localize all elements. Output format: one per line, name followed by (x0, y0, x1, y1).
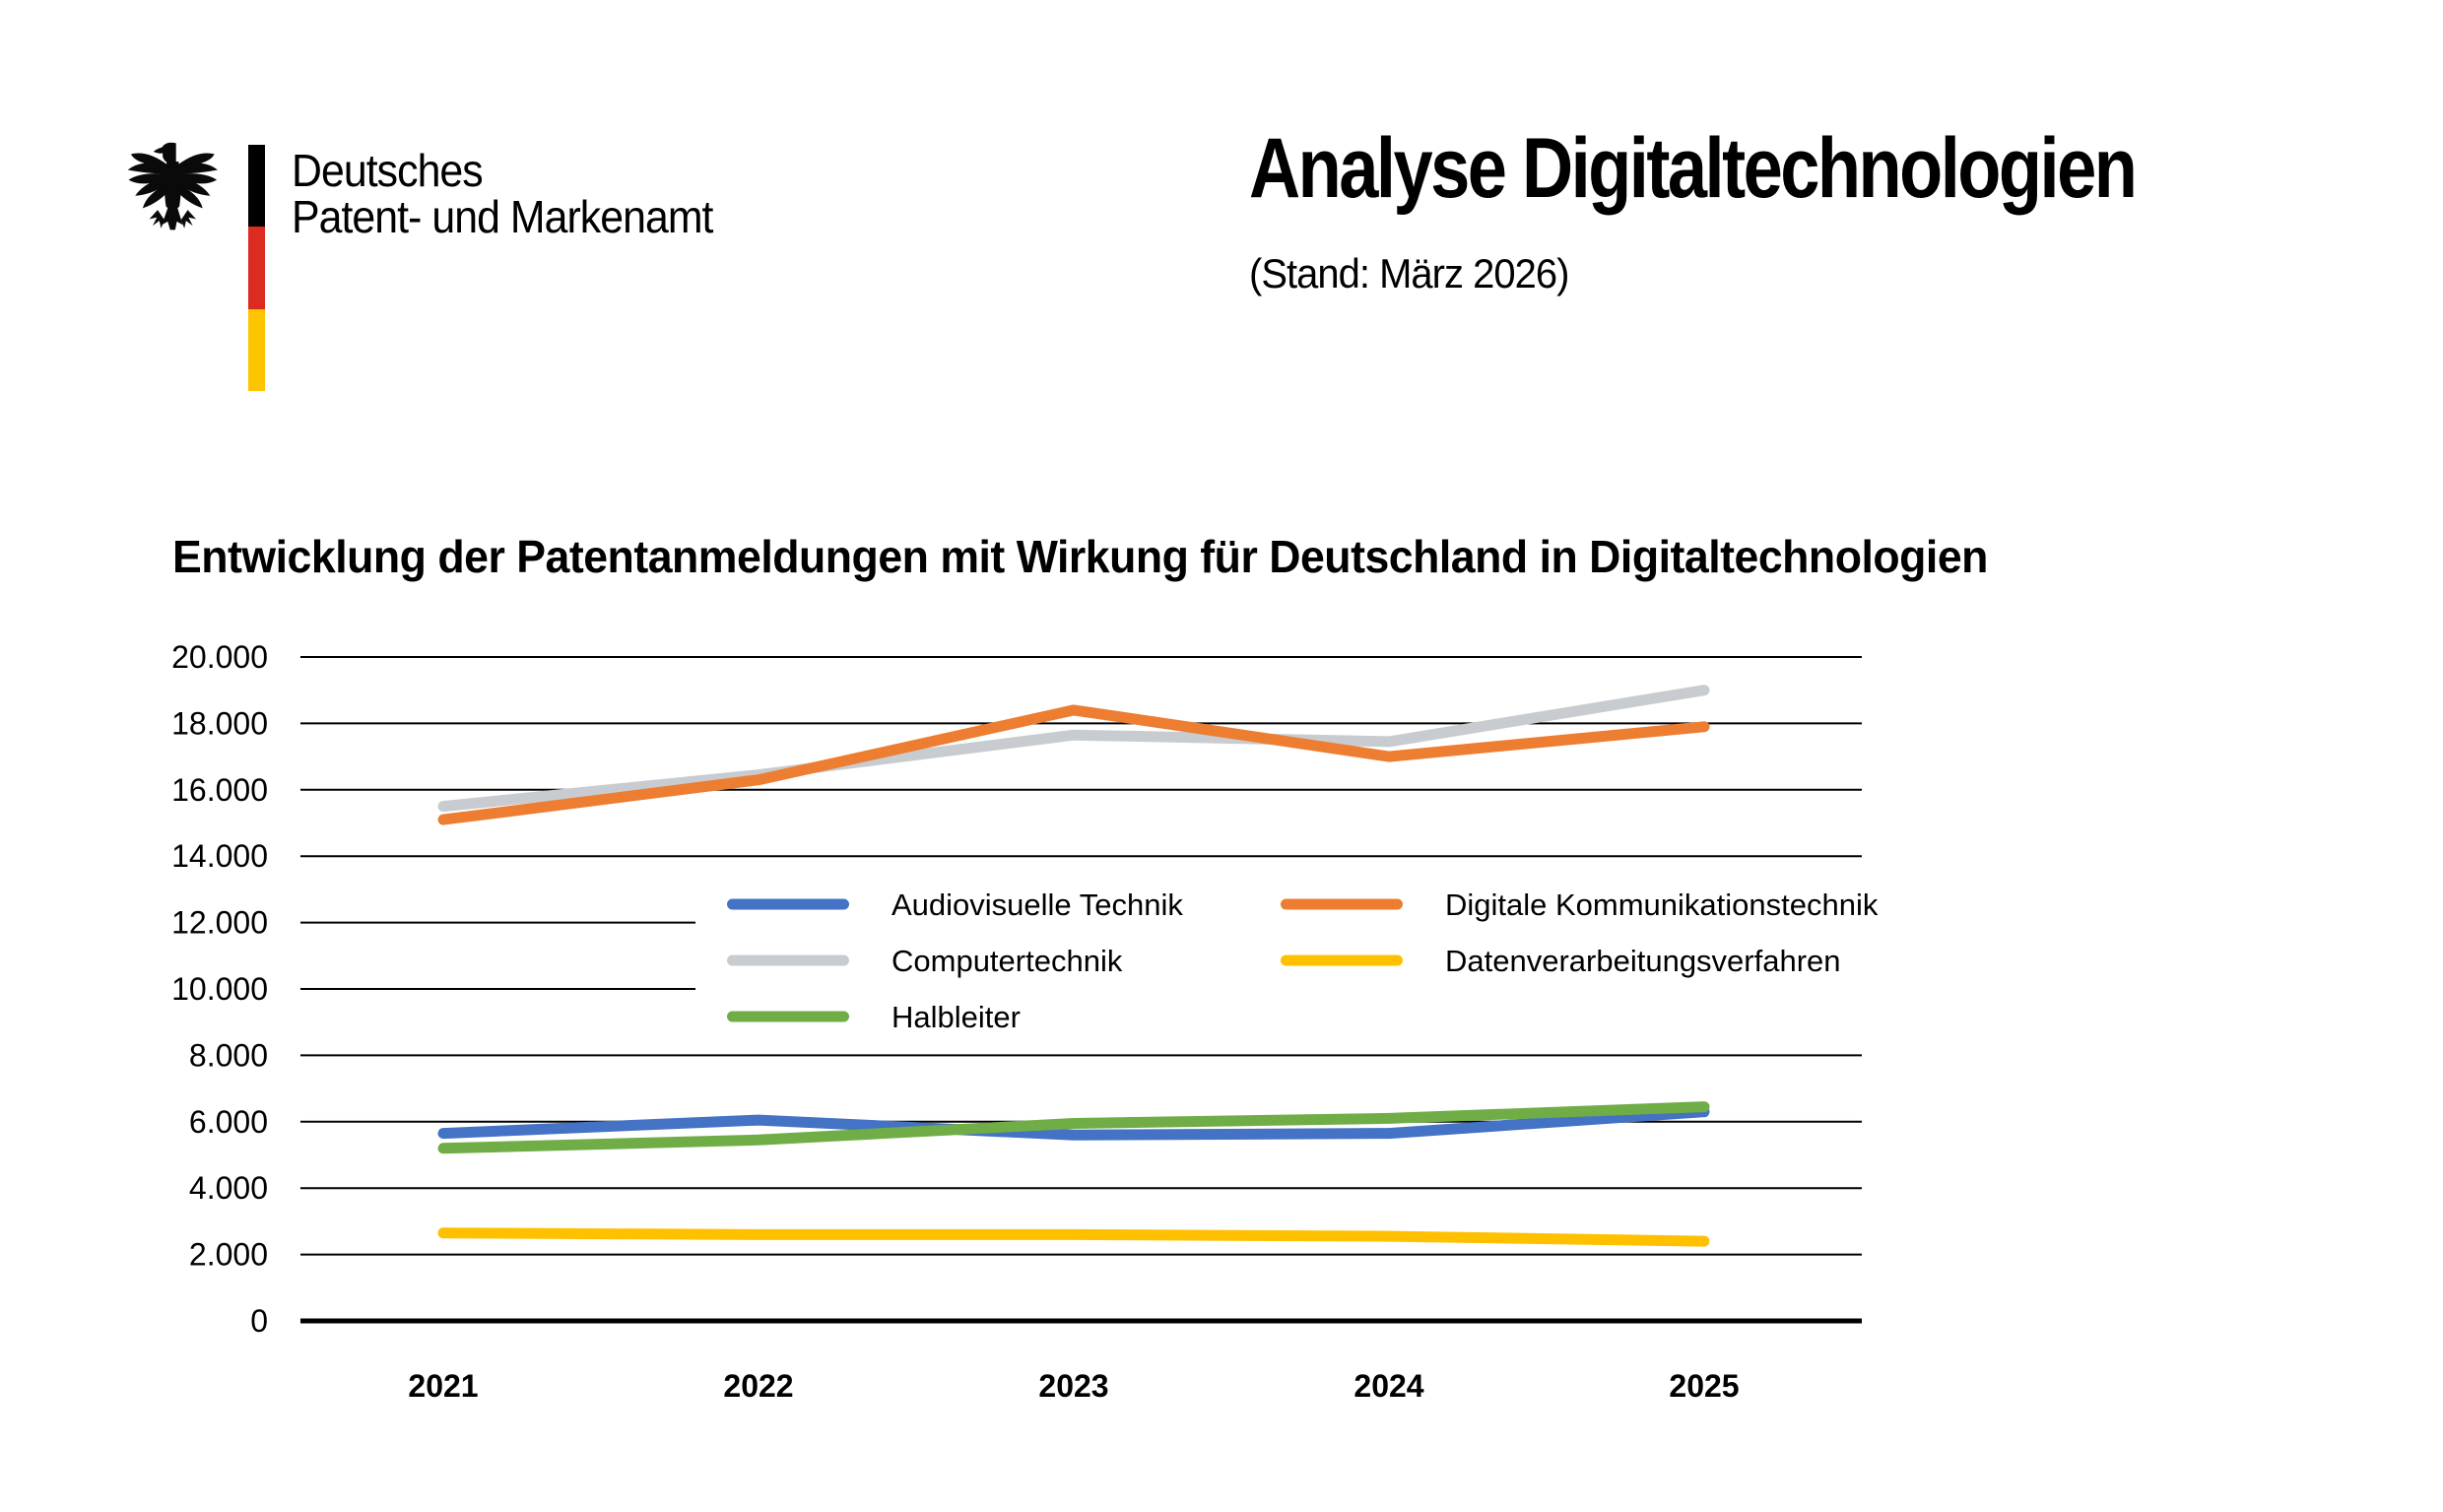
legend-item-label: Digitale Kommunikationstechnik (1445, 887, 1879, 922)
legend-item-label: Halbleiter (891, 1000, 1021, 1034)
logo-line2: Patent- und Markenamt (292, 191, 713, 242)
series-line-datenverarbeitungsverfahren (443, 1233, 1704, 1241)
x-tick-label: 2023 (1038, 1368, 1109, 1404)
legend-swatch-icon (1281, 955, 1403, 966)
page-subtitle: (Stand: März 2026) (1249, 250, 1569, 296)
logo-line1: Deutsches (292, 145, 483, 196)
y-tick-label: 18.000 (171, 705, 268, 742)
y-tick-label: 0 (250, 1303, 268, 1339)
x-tick-label: 2024 (1354, 1368, 1424, 1404)
y-tick-label: 6.000 (188, 1103, 268, 1140)
legend-swatch-icon (727, 1012, 849, 1022)
legend-swatch-icon (1281, 899, 1403, 910)
y-tick-label: 20.000 (171, 639, 268, 675)
legend-item-label: Audiovisuelle Technik (891, 887, 1183, 922)
legend-item-label: Datenverarbeitungsverfahren (1445, 944, 1841, 978)
x-tick-label: 2021 (408, 1368, 479, 1404)
x-tick-label: 2022 (723, 1368, 794, 1404)
page-title: Analyse Digitaltechnologien (1249, 121, 2136, 216)
y-tick-label: 4.000 (188, 1170, 268, 1207)
y-tick-label: 16.000 (171, 771, 268, 808)
y-tick-label: 14.000 (171, 838, 268, 875)
legend-item-label: Computertechnik (891, 944, 1123, 978)
chart-title: Entwicklung der Patentanmeldungen mit Wirkung für Deutschland in Digitaltechnologien (172, 531, 1988, 582)
y-tick-label: 2.000 (188, 1236, 268, 1273)
legend-swatch-icon (727, 955, 849, 966)
y-tick-label: 12.000 (171, 904, 268, 941)
y-tick-label: 10.000 (171, 971, 268, 1007)
y-tick-label: 8.000 (188, 1037, 268, 1074)
legend-swatch-icon (727, 899, 849, 910)
x-tick-label: 2025 (1669, 1368, 1740, 1404)
